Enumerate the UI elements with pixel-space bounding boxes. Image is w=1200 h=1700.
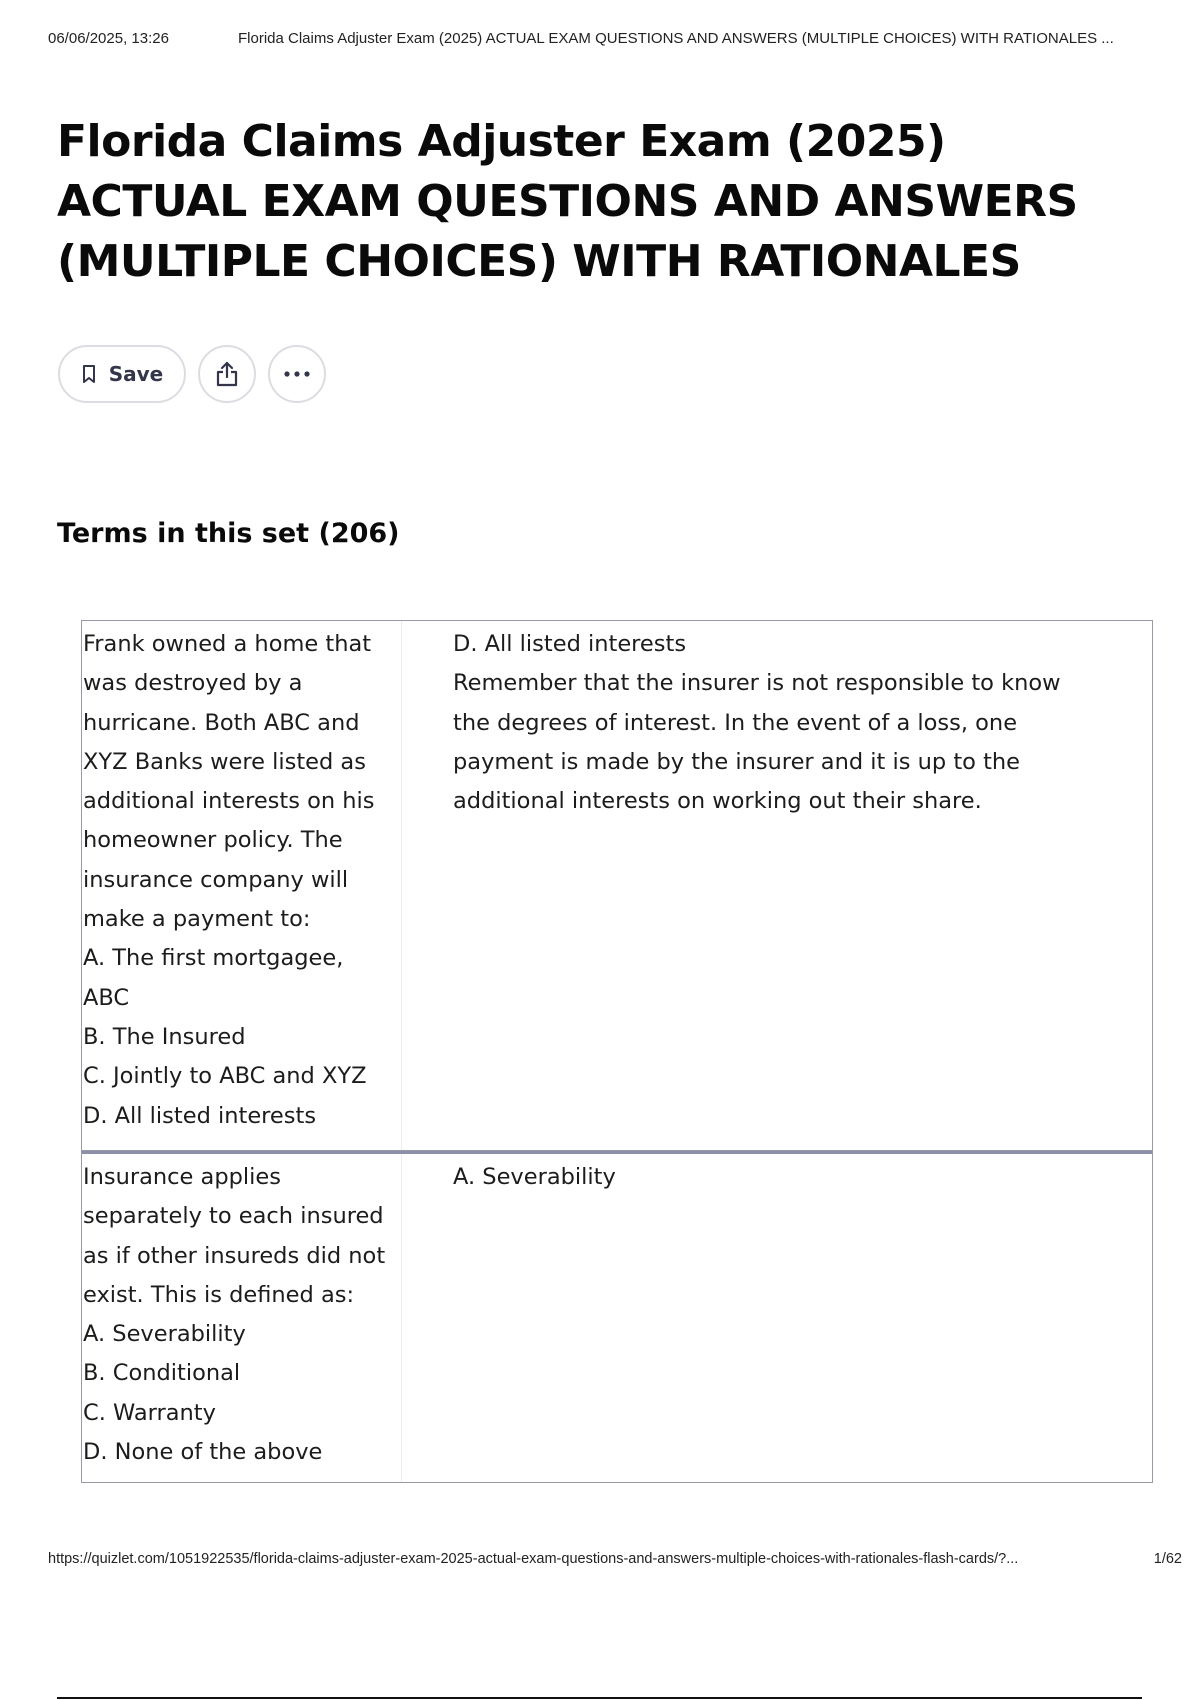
- term-answer: D. All listed interests Remember that the insurer is not responsible to know the degrees of interest. In the event of a loss, one payment is made by the insurer and it is up to the additional interests on working out their share.: [453, 631, 1061, 815]
- bookmark-icon: [81, 364, 97, 384]
- page-divider: [57, 1697, 1142, 1699]
- share-button[interactable]: [198, 345, 256, 403]
- print-header: [48, 30, 1176, 50]
- term-question: Frank owned a home that was destroyed by a hurricane. Both ABC and XYZ Banks were listed as additional interests on his homeowner policy. The insurance company will make a payment to: A. The first mortgagee, ABC B. The Insured C. Jointly to ABC and XYZ D. All listed interests: [82, 621, 402, 1150]
- print-datetime: 06/06/2025, 13:26: [48, 30, 169, 47]
- term-card: [81, 620, 1153, 1151]
- terms-list: [81, 620, 1153, 1483]
- save-button-label: Save: [108, 362, 164, 386]
- more-options-icon: [283, 370, 311, 378]
- print-page-number: 1/62: [1153, 1551, 1182, 1567]
- terms-heading: Terms in this set (206): [57, 518, 400, 549]
- print-document-title: Florida Claims Adjuster Exam (2025) ACTUAL EXAM QUESTIONS AND ANSWERS (MULTIPLE CHOICES) WITH RATIONALES ...: [238, 30, 1114, 47]
- term-answer: A. Severability: [453, 1164, 616, 1190]
- print-footer: [48, 1551, 1182, 1571]
- more-options-button[interactable]: [268, 345, 326, 403]
- save-button[interactable]: [58, 345, 186, 403]
- print-url: https://quizlet.com/1051922535/florida-claims-adjuster-exam-2025-actual-exam-questions-and-answers-multiple-choices-with-rationales-flash-cards/?...: [48, 1551, 1019, 1567]
- action-bar: [58, 344, 326, 404]
- share-icon: [214, 360, 240, 388]
- page-title: Florida Claims Adjuster Exam (2025) ACTUAL EXAM QUESTIONS AND ANSWERS (MULTIPLE CHOICES) WITH RATIONALES: [57, 116, 1078, 287]
- term-question: Insurance applies separately to each insured as if other insureds did not exist. This is defined as: A. Severability B. Conditional C. Warranty D. None of the above: [82, 1154, 402, 1482]
- term-card: [81, 1151, 1153, 1483]
